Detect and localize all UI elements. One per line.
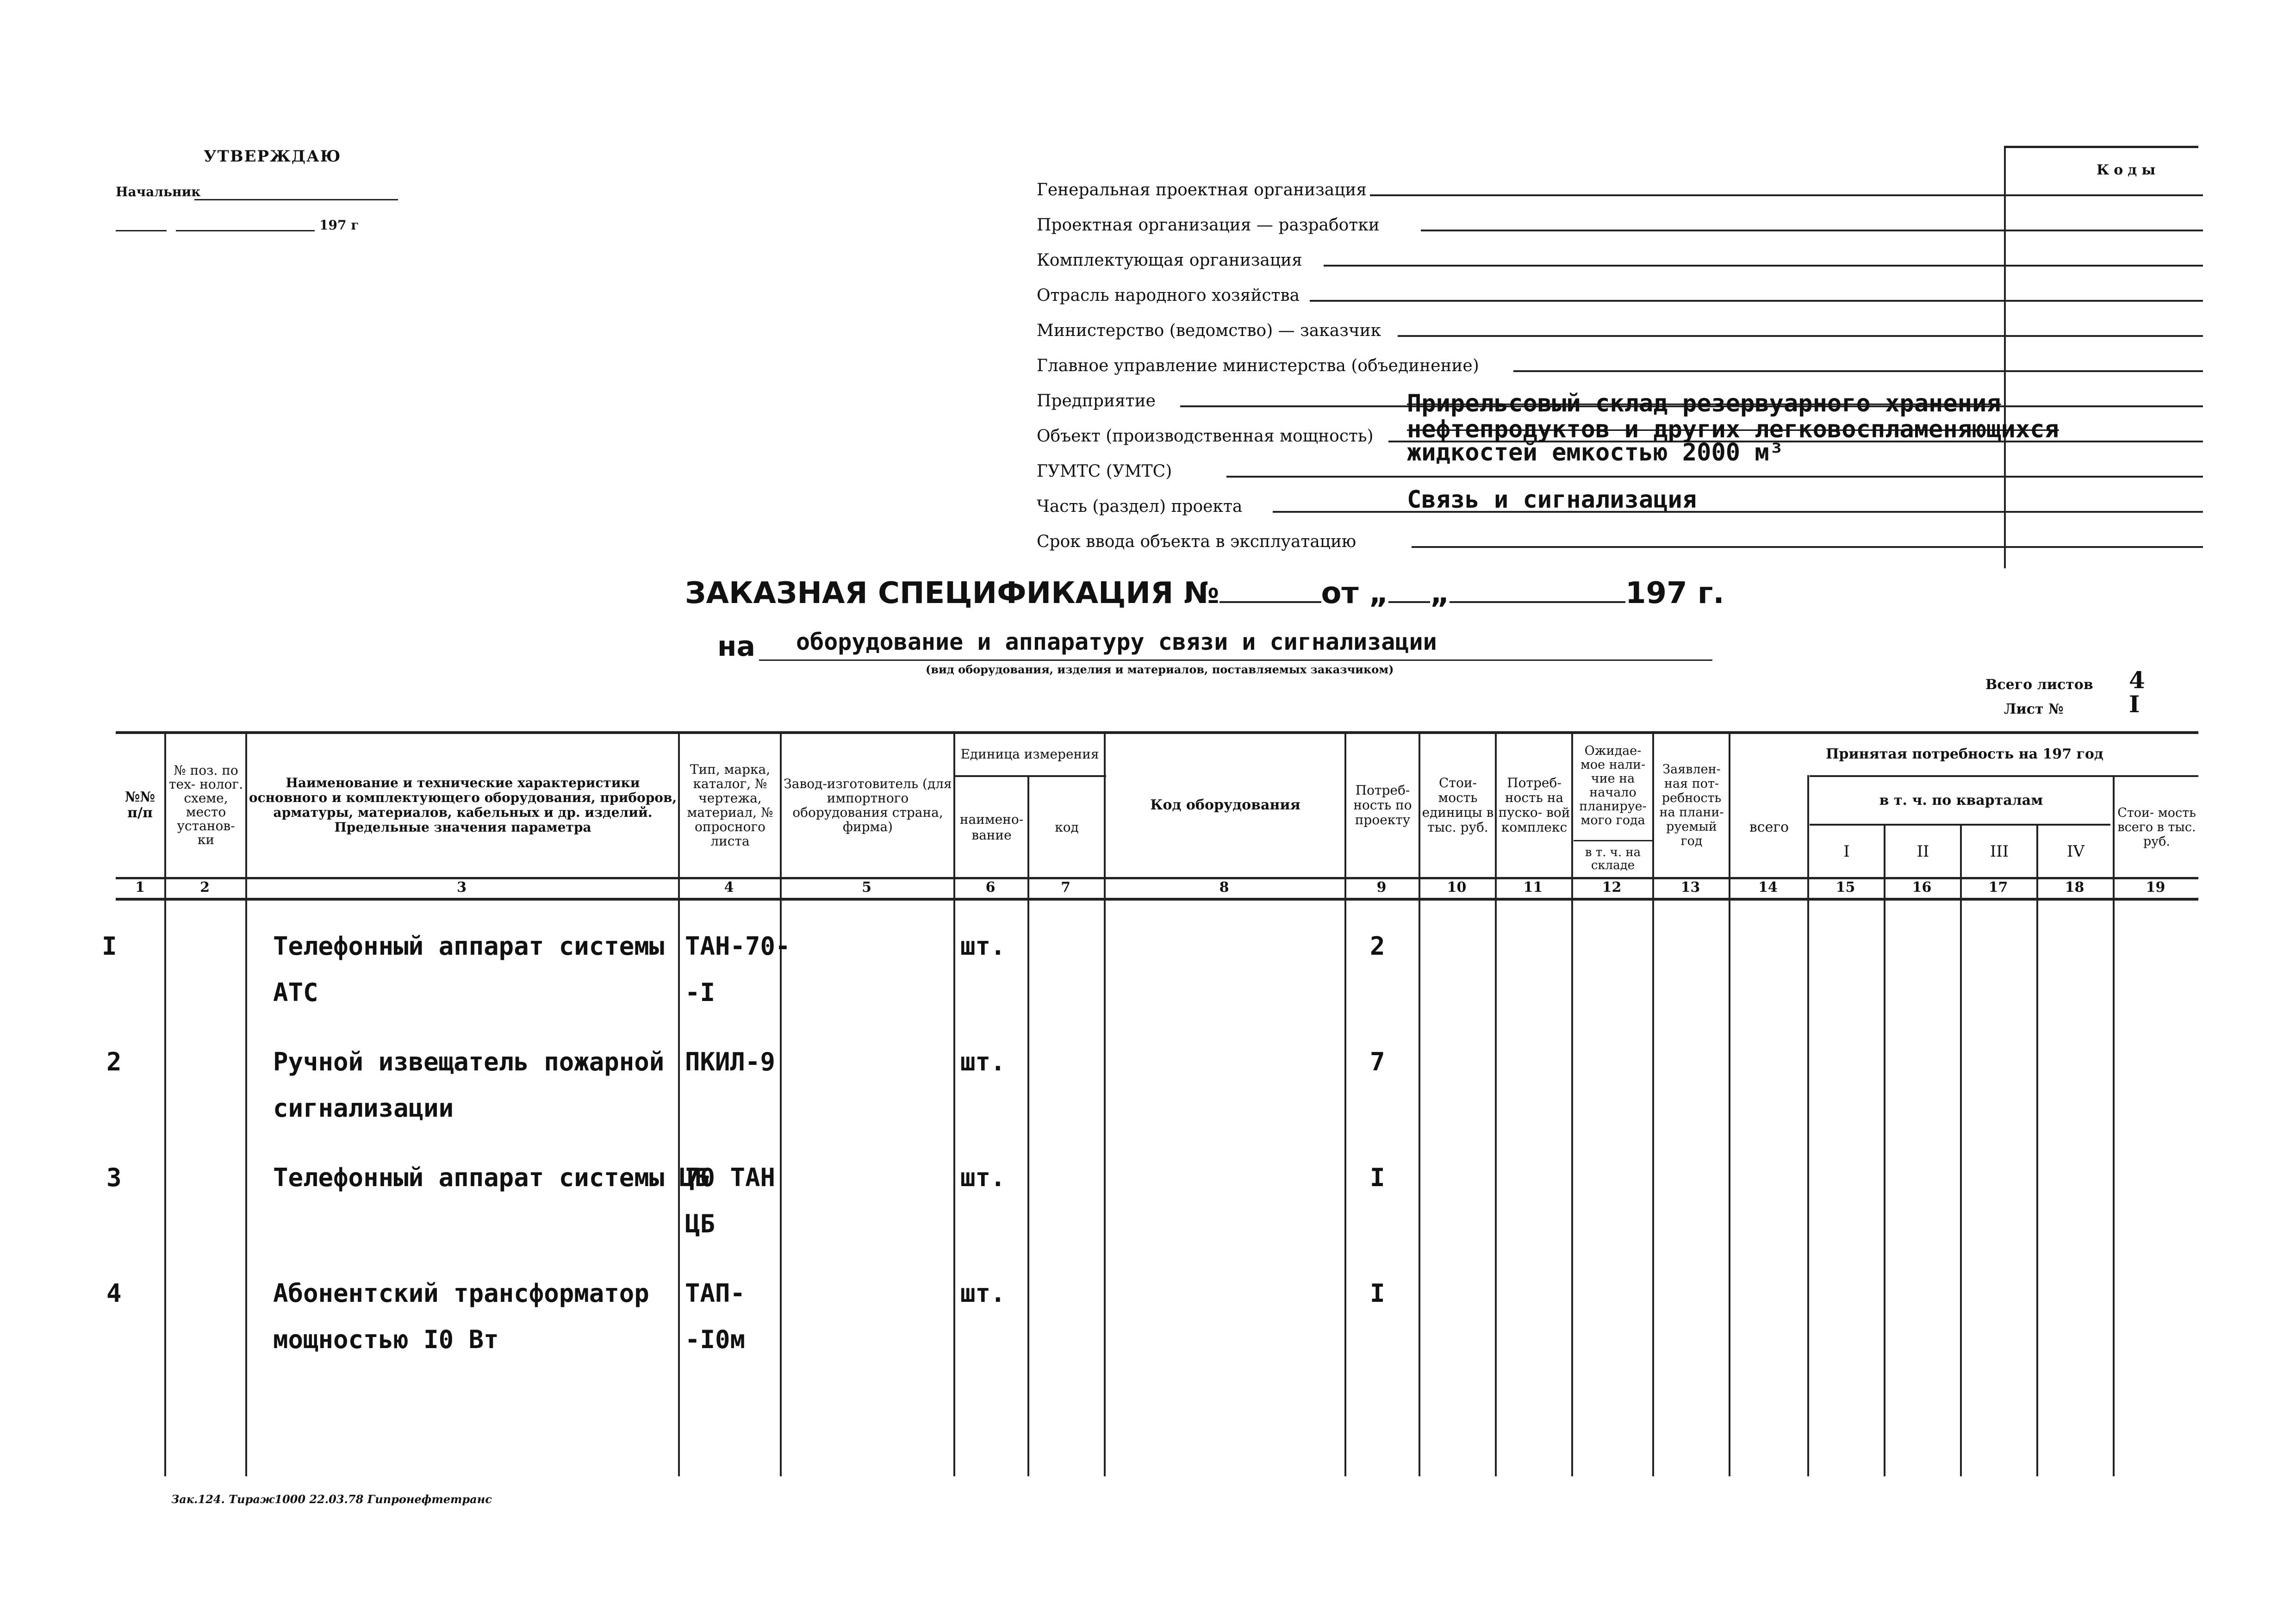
- header-col-19: Стои- мость всего в тыс. руб.: [2117, 806, 2196, 849]
- row-3-type-line2: ЦБ: [685, 1209, 716, 1238]
- col-number-16: 16: [1912, 879, 1932, 895]
- header-col-2: № поз. по тех- нолог. схеме, место установ- ки: [169, 763, 243, 847]
- header-quarters-group: в т. ч. по кварталам: [1879, 792, 2043, 808]
- row-3-unit: шт.: [960, 1163, 1006, 1192]
- col-number-11: 11: [1523, 879, 1543, 895]
- row-4-name-line2: мощностью I0 Вт: [273, 1325, 499, 1354]
- unit-subheader-line: [953, 775, 1106, 777]
- code-row-6: [2004, 370, 2203, 372]
- row-1-number: I: [102, 932, 117, 961]
- row-4-unit: шт.: [960, 1279, 1006, 1308]
- col-line-17: [2036, 824, 2038, 1476]
- header-col-15: I: [1843, 842, 1850, 861]
- code-row-5: [2004, 335, 2203, 337]
- header-col-11: Потреб- ность на пуско- вой комплекс: [1498, 775, 1570, 835]
- spec-quote: „: [1430, 576, 1450, 610]
- spec-subject: оборудование и аппаратуру связи и сигнализации: [796, 628, 1437, 655]
- row-1-quantity: 2: [1370, 932, 1385, 961]
- accepted-subheader-line: [1810, 775, 2198, 777]
- approval-role: Начальник: [116, 184, 201, 199]
- header-unit-group: Единица измерения: [960, 746, 1099, 762]
- org-gumts-label: ГУМТС (УМТС): [1037, 462, 1172, 481]
- org-ministry-label: Министерство (ведомство) — заказчик: [1037, 321, 1381, 340]
- subject-line: [759, 659, 1712, 661]
- header-col-13: Заявлен- ная пот- ребность на плани- руемый год: [1659, 762, 1724, 848]
- col-number-10: 10: [1447, 879, 1467, 895]
- gumts-value: жидкостей емкостью 2000 м³: [1407, 439, 1784, 466]
- col-line-8: [1344, 731, 1346, 1476]
- org-industry-label: Отрасль народного хозяйства: [1037, 286, 1300, 305]
- org-industry-line: [1310, 300, 2004, 302]
- header-col-10: Стои- мость единицы в тыс. руб.: [1422, 775, 1494, 835]
- row-4-type-line2: -I0м: [685, 1325, 746, 1354]
- org-ministry-line: [1398, 335, 2004, 337]
- col-number-7: 7: [1061, 879, 1070, 895]
- row-1-unit: шт.: [960, 932, 1006, 961]
- codes-top-line: [2004, 146, 2198, 148]
- row-1-name-line2: АТС: [273, 978, 318, 1007]
- col-number-9: 9: [1376, 879, 1387, 895]
- org-enterprise-label: Предприятие: [1037, 392, 1156, 410]
- sheet-number: I: [2129, 690, 2140, 718]
- row-1-type-line1: ТАН-70-: [685, 932, 790, 961]
- col-number-3: 3: [457, 879, 467, 895]
- org-deadline-label: Срок ввода объекта в эксплуатацию: [1037, 532, 1356, 551]
- org-main-dept-label: Главное управление министерства (объединение): [1037, 356, 1479, 375]
- org-supply-line: [1324, 265, 2004, 267]
- header-col-6: наимено- вание: [959, 811, 1024, 843]
- col-line-3: [678, 731, 680, 1476]
- col-line-16: [1960, 824, 1962, 1476]
- col-number-12: 12: [1602, 879, 1622, 895]
- col-line-4: [780, 731, 782, 1476]
- col-number-8: 8: [1219, 879, 1229, 895]
- org-supply-label: Комплектующая организация: [1037, 251, 1302, 270]
- sheet-number-label: Лист №: [2004, 701, 2064, 717]
- code-row-2: [2004, 230, 2203, 231]
- row-2-name-line2: сигнализации: [273, 1094, 454, 1123]
- col-line-5: [953, 731, 955, 1476]
- col-line-13: [1729, 731, 1730, 1476]
- header-col-14: всего: [1749, 819, 1789, 835]
- part-value: Связь и сигнализация: [1407, 486, 1697, 514]
- org-part-label: Часть (раздел) проекта: [1037, 497, 1243, 516]
- row-4-quantity: I: [1370, 1279, 1385, 1308]
- code-row-1: [2004, 194, 2203, 196]
- col-line-9: [1419, 731, 1420, 1476]
- header-col-4: Тип, марка, каталог, № чертежа, материал, № опросного листа: [687, 762, 773, 849]
- row-2-type-line1: ПКИЛ-9: [685, 1047, 776, 1076]
- row-3-quantity: I: [1370, 1163, 1385, 1192]
- col-number-18: 18: [2065, 879, 2084, 895]
- object-value: нефтепродуктов и других легковоспламеняющихся: [1407, 416, 2059, 443]
- header-col-5: Завод-изготовитель (для импортного оборудования страна, фирма): [784, 776, 952, 834]
- spec-year-text: 197 г.: [1625, 576, 1724, 610]
- col-line-10: [1495, 731, 1497, 1476]
- org-designer-line: [1421, 230, 2004, 231]
- row-1-name-line1: Телефонный аппарат системы: [273, 932, 665, 961]
- org-deadline-line: [1412, 546, 2004, 548]
- header-col-1: №№ п/п: [124, 789, 156, 821]
- spec-number-line: [1220, 601, 1321, 603]
- row-1-type-line2: -I: [685, 978, 716, 1007]
- approval-year: 197 г: [319, 218, 359, 233]
- code-row-9: [2004, 476, 2203, 478]
- code-row-4: [2004, 300, 2203, 302]
- header-col-7: код: [1055, 819, 1079, 835]
- row-3-type-line1: 70 ТАН: [685, 1163, 776, 1192]
- spec-na-label: на: [717, 630, 755, 663]
- sheets-total-label: Всего листов: [1985, 677, 2093, 693]
- header-col-18: IV: [2067, 842, 2084, 861]
- row-2-unit: шт.: [960, 1047, 1006, 1076]
- spec-title: [685, 576, 1724, 610]
- col-number-5: 5: [862, 879, 871, 895]
- header-col-17: III: [1990, 842, 2009, 861]
- approval-month-line: [176, 230, 315, 231]
- org-general-label: Генеральная проектная организация: [1037, 180, 1367, 199]
- col-line-12: [1652, 731, 1654, 1476]
- col-line-11: [1571, 731, 1573, 1476]
- code-row-10: [2004, 511, 2203, 513]
- org-gumts-line: [1226, 476, 2004, 478]
- numbers-bottom-line: [116, 898, 2198, 901]
- header-col-3: Наименование и технические характеристики основного и комплектующего оборудования, приборов, арматуры, материалов, кабельных и др. изделий. Предельные значения параметра: [249, 775, 677, 835]
- row-4-name-line1: Абонентский трансформатор: [273, 1279, 649, 1308]
- org-main-dept-line: [1513, 370, 2004, 372]
- col-line-1: [164, 731, 166, 1476]
- row-2-name-line1: Ручной извещатель пожарной: [273, 1047, 665, 1076]
- col-number-6: 6: [985, 879, 996, 895]
- approval-day-line: [116, 230, 167, 231]
- row-4-type-line1: ТАП-: [685, 1279, 746, 1308]
- col-line-7: [1104, 731, 1106, 1476]
- spec-from-text: от „: [1321, 576, 1388, 610]
- spec-day-line: [1388, 601, 1430, 603]
- header-col-16: II: [1916, 842, 1929, 861]
- row-2-quantity: 7: [1370, 1047, 1385, 1076]
- col-number-17: 17: [1988, 879, 2008, 895]
- header-accepted-group: Принятая потребность на 197 год: [1826, 746, 2103, 762]
- col-number-13: 13: [1680, 879, 1700, 895]
- code-row-7: [2004, 405, 2203, 407]
- header-col-8: Код оборудования: [1150, 797, 1300, 813]
- spec-subject-hint: (вид оборудования, изделия и материалов, поставляемых заказчиком): [926, 663, 1394, 676]
- col-number-4: 4: [724, 879, 734, 895]
- col-number-14: 14: [1758, 879, 1778, 895]
- header-col-12-stock: в т. ч. на складе: [1585, 845, 1641, 872]
- col-number-19: 19: [2146, 879, 2165, 895]
- org-general-line: [1370, 194, 2004, 196]
- col-number-1: 1: [135, 879, 145, 895]
- code-row-11: [2004, 546, 2203, 548]
- sheets-total: 4: [2129, 666, 2145, 694]
- codes-label: Коды: [2097, 162, 2160, 178]
- codes-divider: [2004, 147, 2006, 568]
- spec-month-line: [1450, 601, 1625, 603]
- approval-title: УТВЕРЖДАЮ: [204, 147, 342, 166]
- print-footer: Зак.124. Тираж1000 22.03.78 Гипронефтетранс: [171, 1492, 492, 1506]
- code-row-8: [2004, 441, 2203, 442]
- code-row-3: [2004, 265, 2203, 267]
- approval-signature-line: [194, 199, 398, 200]
- col-line-15: [1884, 824, 1885, 1476]
- header-col-12: Ожидае- мое нали- чие на начало планируе- мого года: [1579, 743, 1647, 827]
- col-number-2: 2: [200, 879, 210, 895]
- header-col-9: Потреб- ность по проекту: [1353, 783, 1412, 827]
- org-object-label: Объект (производственная мощность): [1037, 427, 1374, 446]
- row-4-number: 4: [106, 1279, 122, 1308]
- row-2-number: 2: [106, 1047, 122, 1076]
- spec-title-text: ЗАКАЗНАЯ СПЕЦИФИКАЦИЯ №: [685, 576, 1220, 610]
- org-designer-label: Проектная организация — разработки: [1037, 216, 1380, 235]
- row-3-number: 3: [106, 1163, 122, 1192]
- col-number-15: 15: [1836, 879, 1855, 895]
- enterprise-value: Прирельсовый склад резервуарного хранения: [1407, 390, 2001, 417]
- col-line-2: [245, 731, 247, 1476]
- row-3-name-line1: Телефонный аппарат системы ЦБ: [273, 1163, 709, 1192]
